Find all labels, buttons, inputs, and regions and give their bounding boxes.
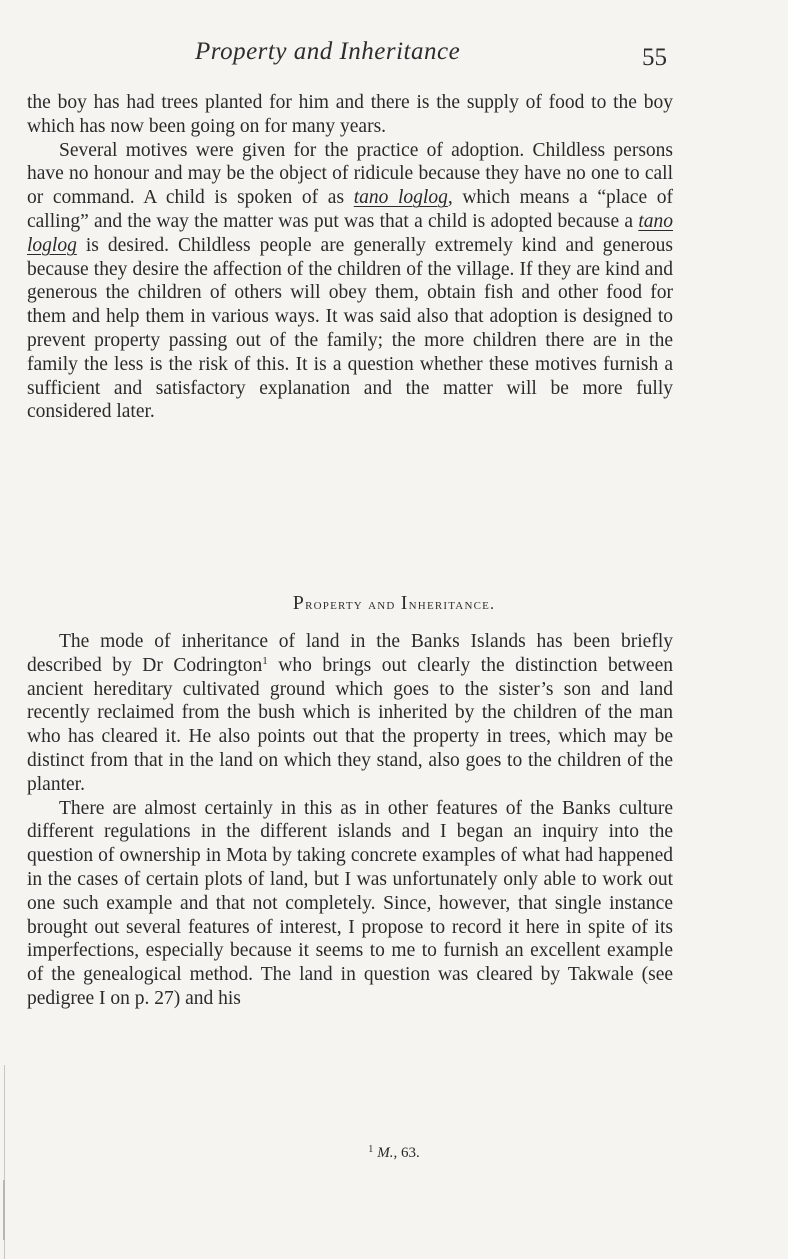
heading-initial: P	[292, 592, 306, 614]
heading-text: and	[368, 596, 396, 613]
paragraph-continued: the boy has had trees planted for him and there is the supply of food to the boy which has now been going on for many years.	[27, 92, 673, 137]
paragraph-text: who brings out clearly the distinction between ancient hereditary cultivated ground which goes to the sister’s son and land recently reclaimed from the bush which is inherited by the children of the man who has cleared it. He also points out that the property in trees, which may be distinct from that in the land on which they stand, also goes to the children of the planter.	[27, 654, 673, 795]
page-number: 55	[642, 44, 667, 71]
section-heading	[0, 592, 788, 615]
footnote-mark: 1	[368, 1144, 374, 1155]
footnote	[0, 1144, 788, 1162]
paragraph-text: Several motives were given for the practice of adoption. Childless persons have no honour and may be the object of ridicule because they have no one to call or command. A child is spoken of as	[27, 139, 673, 209]
native-term: tano loglog	[27, 210, 673, 256]
footnote-reference: 1	[262, 654, 268, 667]
native-term: tano loglog	[353, 187, 448, 209]
heading-initial: I	[400, 592, 409, 614]
heading-text: nheritance.	[408, 596, 496, 613]
paragraph-adoption-motives	[27, 139, 673, 425]
footnote-page: , 63.	[393, 1145, 420, 1161]
page-header	[0, 38, 788, 78]
text-block-inheritance	[27, 630, 673, 1011]
paragraph-mota-inquiry: There are almost certainly in this as in other features of the Banks culture different regulations in the different islands and I began an inquiry into the question of ownership in Mota by taking concrete examples of what had happened in the cases of certain plots of land, but I was unfortunately only able to work out one such example and that not completely. Since, however, that single instance brought out several features of interest, I propose to record it here in spite of its imperfections, especially because it seems to me to furnish an excellent example of the genealogical method. The land in question was cleared by Takwale (see pedigree I on p. 27) and his	[27, 797, 673, 1009]
heading-text: roperty	[305, 596, 363, 613]
running-title: Property and Inheritance	[195, 38, 461, 65]
paragraph-text: The mode of inheritance of land in the Banks Islands has been briefly described by Dr Codrington	[27, 631, 673, 676]
footnote-work: M.	[377, 1145, 394, 1161]
paragraph-text: is desired. Childless people are generally extremely kind and generous because they desire the affection of the children of the village. If they are kind and generous the children of others will obey them, obtain fish and other food for them and help them in various ways. It was said also that adoption is designed to prevent property passing out of the family; the more children there are in the family the less is the risk of this. It is a question whether these motives furnish a sufficient and satisfactory explanation and the matter will be more fully considered later.	[27, 234, 673, 423]
text-block-adoption	[27, 91, 673, 424]
page-edge-mark	[3, 1180, 5, 1240]
paragraph-codrington	[27, 630, 673, 797]
paragraph-text: , which means a “place of calling” and the way the matter was put was that a child is adopted because a	[27, 187, 673, 232]
